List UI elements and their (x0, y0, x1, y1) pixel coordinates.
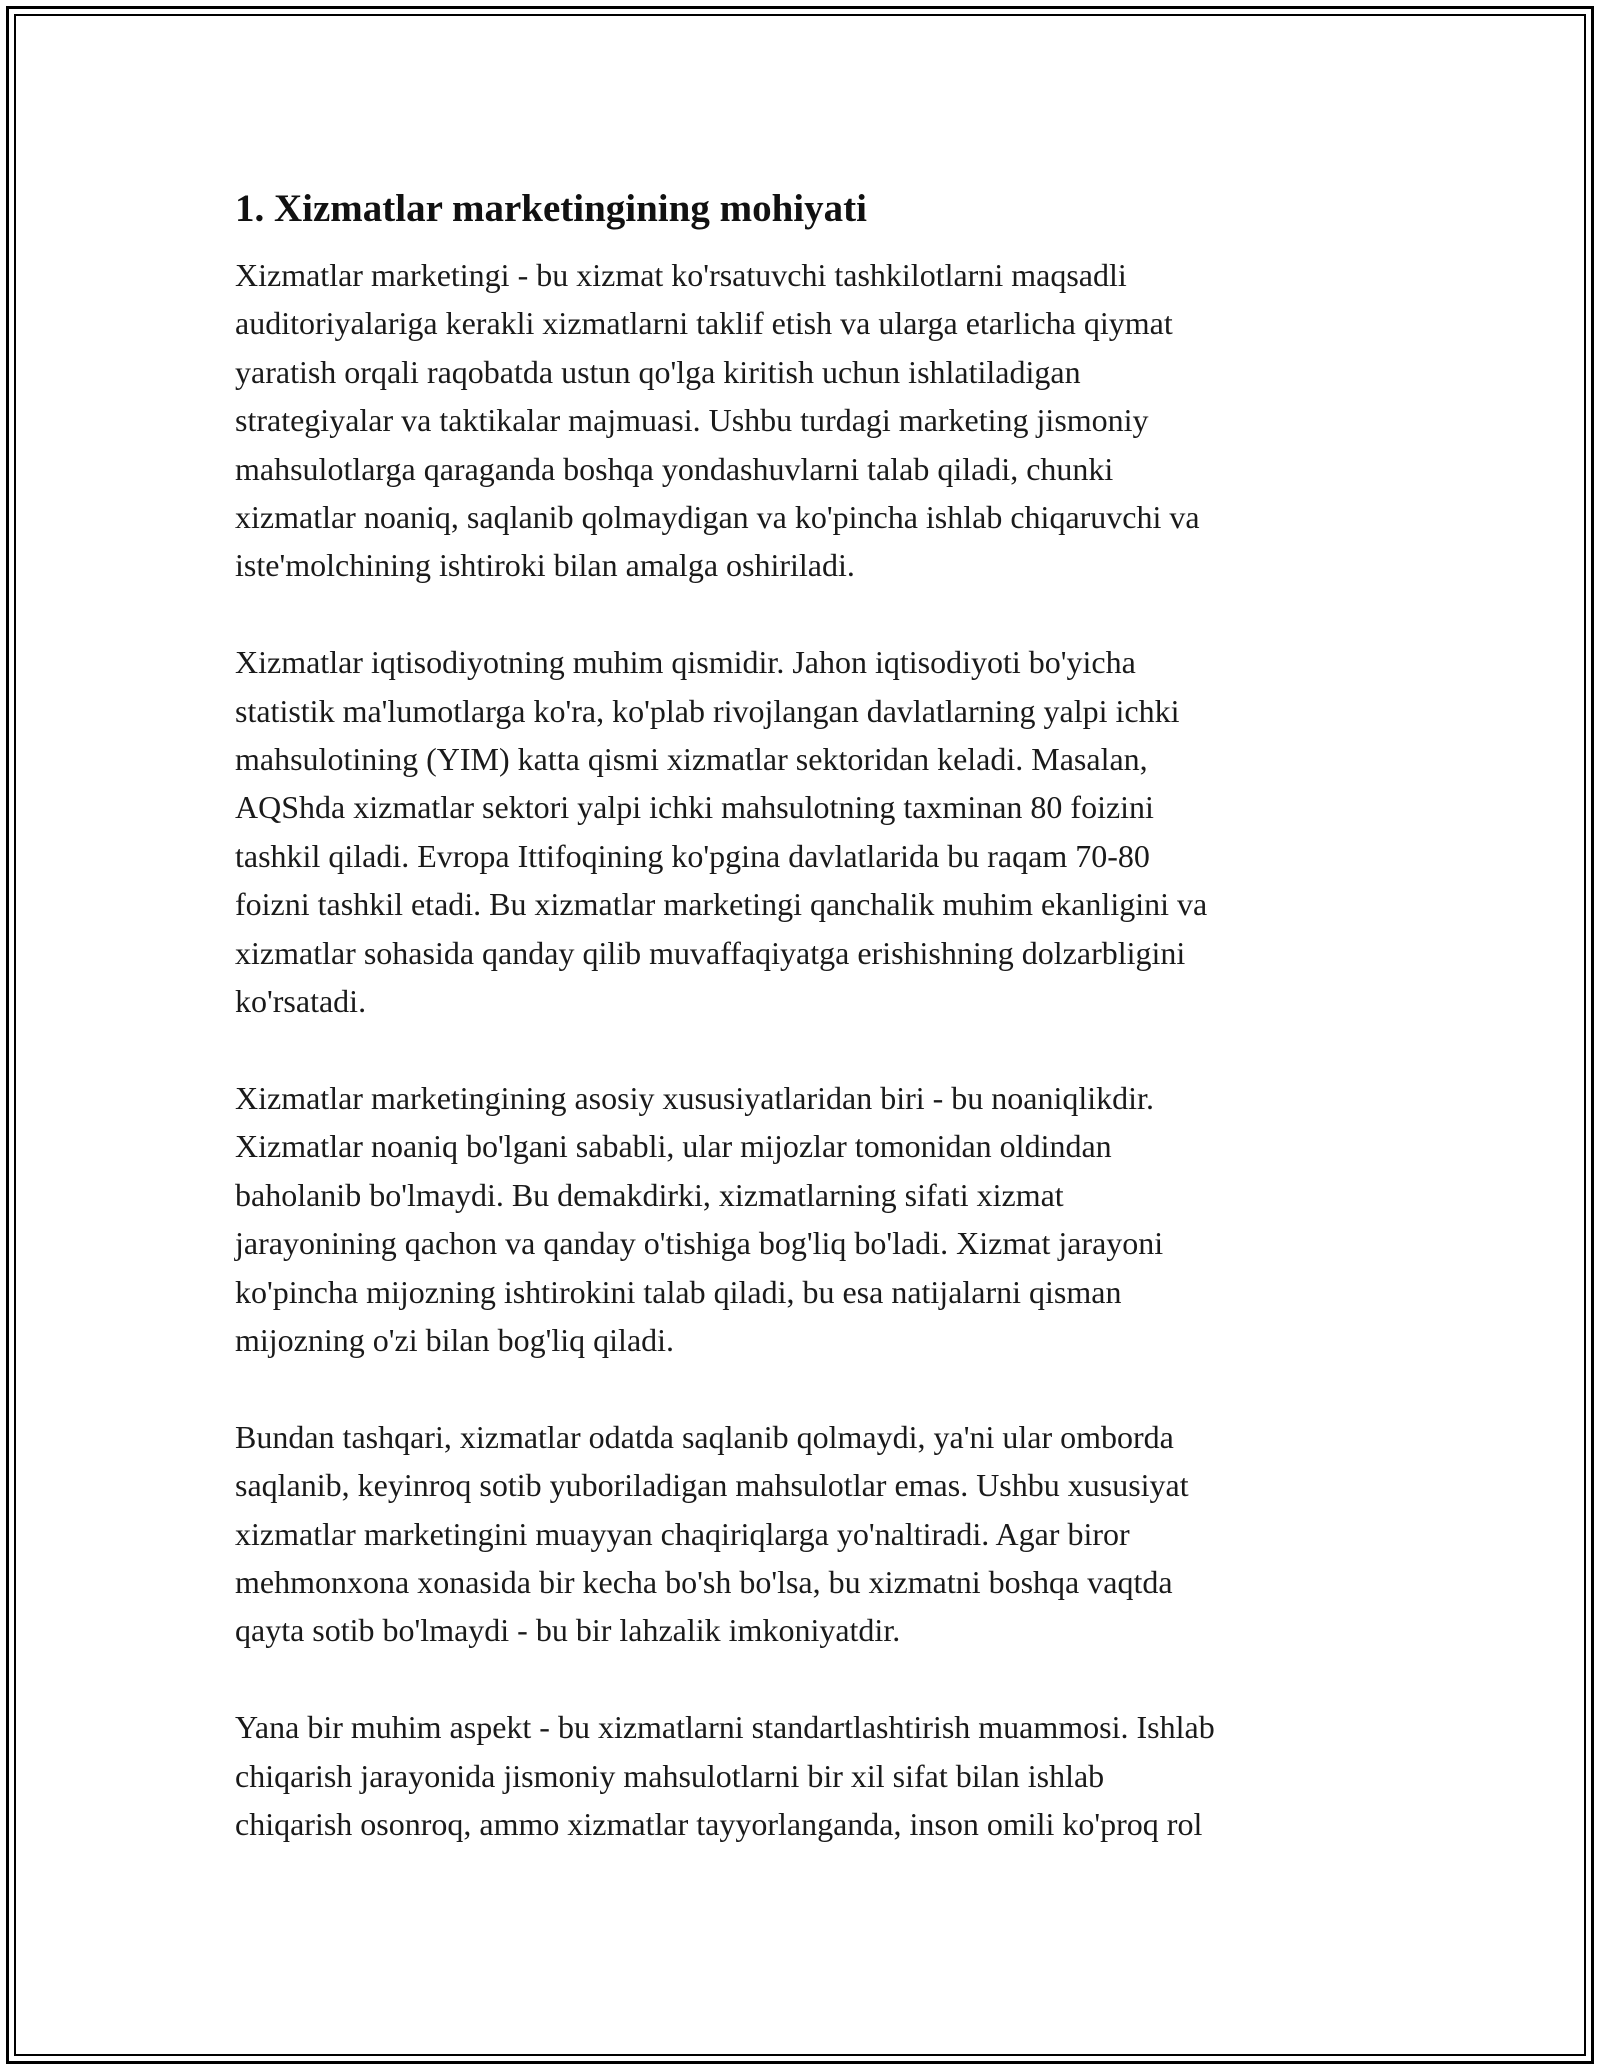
paragraph-5: Yana bir muhim aspekt - bu xizmatlarni standartlashtirish muammosi. Ishlab chiqarish jarayonida jismoniy mahsulotlarni bir xil sifat bilan ishlab chiqarish osonroq, ammo xizmatlar tayyorlanganda, inson omili ko'proq rol (235, 1709, 1215, 1842)
paragraph-3: Xizmatlar marketingining asosiy xususiyatlaridan biri - bu noaniqlikdir. Xizmatlar noaniq bo'lgani sababli, ular mijozlar tomonidan oldindan baholanib bo'lmaydi. Bu demakdirki, xizmatlarning sifati xizmat jarayonining qachon va qanday o'tishiga bog'liq bo'ladi. Xizmat jarayoni ko'pincha mijozning ishtirokini talab qiladi, bu esa natijalarni qisman mijozning o'zi bilan bog'liq qiladi. (235, 1079, 1164, 1358)
paragraph-2: Xizmatlar iqtisodiyotning muhim qismidir. Jahon iqtisodiyoti bo'yicha statistik ma'lumotlarga ko'ra, ko'plab rivojlangan davlatlarning yalpi ichki mahsulotining (YIM) katta qismi xizmatlar sektoridan keladi. Masalan, AQShda xizmatlar sektori yalpi ichki mahsulotning taxminan 80 foizini tashkil qiladi. Evropa Ittifoqining ko'pgina davlatlarida bu raqam 70-80 foizni tashkil etadi. Bu xizmatlar marketingi qanchalik muhim ekanligini va xizmatlar sohasida qanday qilib muvaffaqiyatga erishishning dolzarbligini ko'rsatadi. (235, 644, 1208, 1020)
paragraph-1: Xizmatlar marketingi - bu xizmat ko'rsatuvchi tashkilotlarni maqsadli auditoriyalariga kerakli xizmatlarni taklif etish va ularga etarlicha qiymat yaratish orqali raqobatda ustun qo'lga kiritish uchun ishlatiladigan strategiyalar va taktikalar majmuasi. Ushbu turdagi marketing jismoniy mahsulotlarga qaraganda boshqa yondashuvlarni talab qiladi, chunki xizmatlar noaniq, saqlanib qolmaydigan va ko'pincha ishlab chiqaruvchi va iste'molchining ishtiroki bilan amalga oshiriladi. (235, 257, 1200, 584)
document-body (235, 185, 1395, 1897)
page-title: 1. Xizmatlar marketingining mohiyati (235, 187, 867, 230)
paragraph-4: Bundan tashqari, xizmatlar odatda saqlanib qolmaydi, ya'ni ular omborda saqlanib, keyinroq sotib yuboriladigan mahsulotlar emas. Ushbu xususiyat xizmatlar marketingini muayyan chaqiriqlarga yo'naltiradi. Agar biror mehmonxona xonasida bir kecha bo'sh bo'lsa, bu xizmatni boshqa vaqtda qayta sotib bo'lmaydi - bu bir lahzalik imkoniyatdir. (235, 1418, 1189, 1649)
